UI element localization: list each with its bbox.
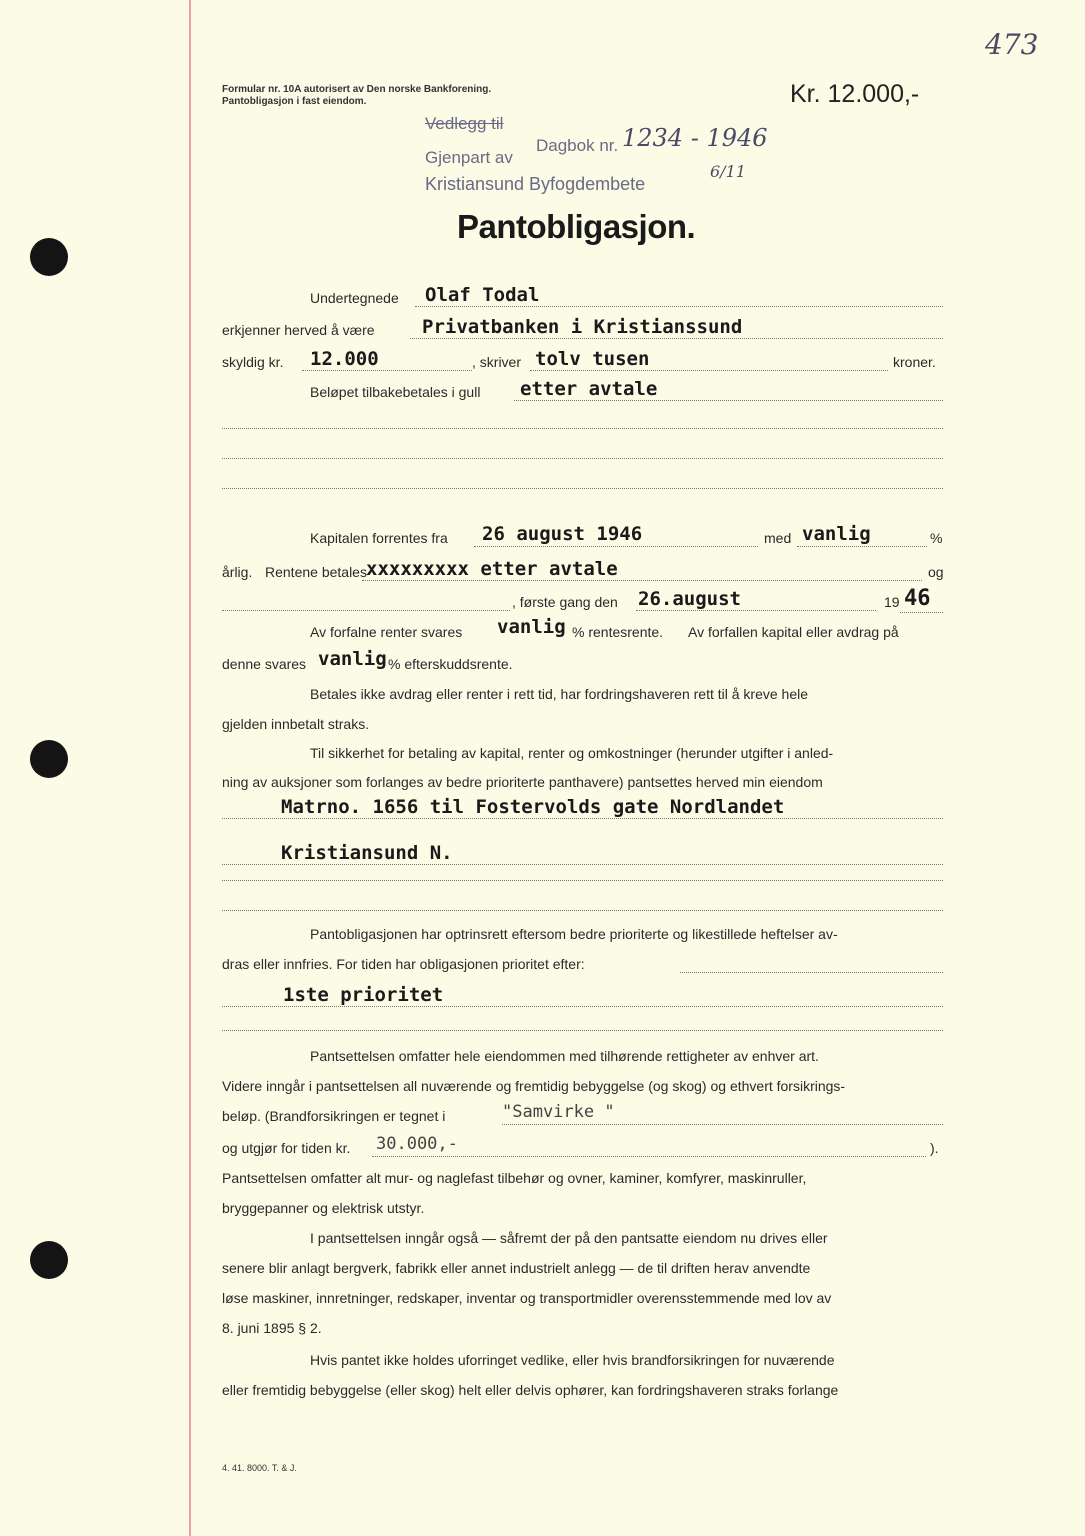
skriver-label: , skriver xyxy=(472,354,521,370)
skyldig-value: 12.000 xyxy=(310,348,379,370)
skyldig-label: skyldig kr. xyxy=(222,354,284,370)
erkjenner-label: erkjenner herved å være xyxy=(222,322,375,338)
paragraph-line: beløp. (Brandforsikringen er tegnet i xyxy=(222,1108,446,1124)
paragraph-line: dras eller innfries. For tiden har obligasjonen prioritet efter: xyxy=(222,956,585,972)
paragraph-line: og utgjør for tiden kr. xyxy=(222,1140,351,1156)
fill-line xyxy=(474,546,758,547)
margin-rule xyxy=(189,0,191,1536)
paragraph-line: I pantsettelsen inngår også — såfremt der på den pantsatte eiendom nu drives eller xyxy=(310,1230,828,1246)
erkjenner-value: Privatbanken i Kristianssund xyxy=(422,316,743,338)
prioritet-value: 1ste prioritet xyxy=(283,984,444,1006)
stamp-struck: Vedlegg til xyxy=(425,114,504,133)
fill-line xyxy=(410,338,943,339)
fill-line xyxy=(302,370,472,371)
paragraph-line: Pantsettelsen omfatter hele eiendommen med tilhørende rettigheter av enhver art. xyxy=(310,1048,819,1064)
fill-line xyxy=(362,580,922,581)
denne-efterskudd: % efterskuddsrente. xyxy=(388,656,513,672)
punch-hole xyxy=(30,1241,68,1279)
undertegnede-value: Olaf Todal xyxy=(425,284,540,306)
rentene-label: Rentene betales xyxy=(265,564,367,580)
stamp-dagbok-label: Dagbok nr. xyxy=(536,136,619,155)
amount-header: Kr. 12.000,- xyxy=(790,80,920,108)
year-suffix: 46 xyxy=(904,586,931,611)
fill-line xyxy=(222,910,943,911)
fill-line xyxy=(514,400,943,401)
percent-sign: % xyxy=(930,530,943,546)
paragraph-line: ning av auksjoner som forlanges av bedre prioriterte panthavere) pantsettes herved min eiendom xyxy=(222,774,823,790)
paragraph-line: Pantobligasjonen har optrinsrett eftersom bedre prioriterte og likestillede heftelser av- xyxy=(310,926,838,942)
punch-hole xyxy=(30,740,68,778)
eiendom-line1: Matrno. 1656 til Fostervolds gate Nordlandet xyxy=(281,796,785,818)
utgjor-value: 30.000,- xyxy=(376,1134,458,1154)
forfalne-kapital: Av forfallen kapital eller avdrag på xyxy=(688,624,899,640)
rentene-value: xxxxxxxxx etter avtale xyxy=(366,558,618,580)
form-info-line1: Formular nr. 10A autorisert av Den norske Bankforening. xyxy=(222,84,492,95)
paragraph-line: Til sikkerhet for betaling av kapital, renter og omkostninger (herunder utgifter i anled- xyxy=(310,745,834,761)
fill-line xyxy=(222,458,943,459)
paragraph-line: 8. juni 1895 § 2. xyxy=(222,1320,322,1336)
skriver-value: tolv tusen xyxy=(535,348,650,370)
paragraph-line: Pantsettelsen omfatter alt mur- og naglefast tilbehør og ovner, kaminer, komfyrer, maskinruller, xyxy=(222,1170,807,1186)
fill-line xyxy=(222,610,510,611)
undertegnede-label: Undertegnede xyxy=(310,290,399,306)
paragraph-line: Videre inngår i pantsettelsen all nuværende og fremtidig bebyggelse (og skog) og ethvert forsikrings- xyxy=(222,1078,846,1094)
stamp-gjenpart: Gjenpart av xyxy=(425,148,513,167)
belopet-label: Beløpet tilbakebetales i gull xyxy=(310,384,481,400)
med-label: med xyxy=(764,530,792,546)
form-info-line2: Pantobligasjon i fast eiendom. xyxy=(222,96,367,107)
forfalne-value: vanlig xyxy=(497,616,566,638)
paragraph-line: Hvis pantet ikke holdes uforringet vedlike, eller hvis brandforsikringen for nuværende xyxy=(310,1352,835,1368)
fill-line xyxy=(222,1030,943,1031)
denne-value: vanlig xyxy=(318,648,387,670)
forsikring-value: "Samvirke " xyxy=(502,1102,615,1122)
fill-line xyxy=(222,864,943,865)
printer-footer: 4. 41. 8000. T. & J. xyxy=(222,1463,297,1473)
fill-line xyxy=(900,612,943,613)
denne-label: denne svares xyxy=(222,656,307,672)
paragraph-line: Betales ikke avdrag eller renter i rett tid, har fordringshaveren rett til å kreve hele xyxy=(310,686,809,702)
paragraph-line: eller fremtidig bebyggelse (eller skog) helt eller delvis ophører, kan fordringshaveren straks forlange xyxy=(222,1382,839,1398)
fill-line xyxy=(797,546,927,547)
fill-line xyxy=(636,610,876,611)
fill-line xyxy=(222,880,943,881)
eiendom-line2: Kristiansund N. xyxy=(281,842,453,864)
paragraph-line: gjelden innbetalt straks. xyxy=(222,716,370,732)
stamp-dagbok-number: 1234 - 1946 xyxy=(622,124,768,152)
document-title: Pantobligasjon. xyxy=(457,208,696,245)
kapitalen-value: 26 august 1946 xyxy=(482,523,643,545)
fill-line xyxy=(372,1156,926,1157)
fill-line xyxy=(222,1006,943,1007)
fill-line xyxy=(680,972,943,973)
stamp-office: Kristiansund Byfogdembete xyxy=(425,174,646,194)
paragraph-line: senere blir anlagt bergverk, fabrikk eller annet industrielt anlegg — de til driften herav anvendte xyxy=(222,1260,811,1276)
forfalne-rentesrente: % rentesrente. xyxy=(572,624,664,640)
forste-label: , første gang den xyxy=(512,594,618,610)
forste-value: 26.august xyxy=(638,588,741,610)
fill-line xyxy=(502,1124,943,1125)
fill-line xyxy=(415,306,943,307)
year-prefix: 19 xyxy=(884,594,900,610)
paragraph-line: bryggepanner og elektrisk utstyr. xyxy=(222,1200,425,1216)
paragraph-line: løse maskiner, innretninger, redskaper, inventar og transportmidler overensstemmende med lov av xyxy=(222,1290,832,1306)
arlig-label: årlig. xyxy=(222,564,253,580)
kroner-label: kroner. xyxy=(893,354,936,370)
kapitalen-label: Kapitalen forrentes fra xyxy=(310,530,448,546)
fill-line xyxy=(222,488,943,489)
forfalne-label: Av forfalne renter svares xyxy=(310,624,463,640)
paragraph-line: ). xyxy=(930,1140,939,1156)
belopet-value: etter avtale xyxy=(520,378,658,400)
fill-line xyxy=(530,370,888,371)
punch-hole xyxy=(30,238,68,276)
med-value: vanlig xyxy=(802,523,871,545)
og-label: og xyxy=(928,564,944,580)
page-number: 473 xyxy=(985,28,1039,61)
stamp-date: 6/11 xyxy=(710,162,746,181)
fill-line xyxy=(222,818,943,819)
fill-line xyxy=(222,428,943,429)
